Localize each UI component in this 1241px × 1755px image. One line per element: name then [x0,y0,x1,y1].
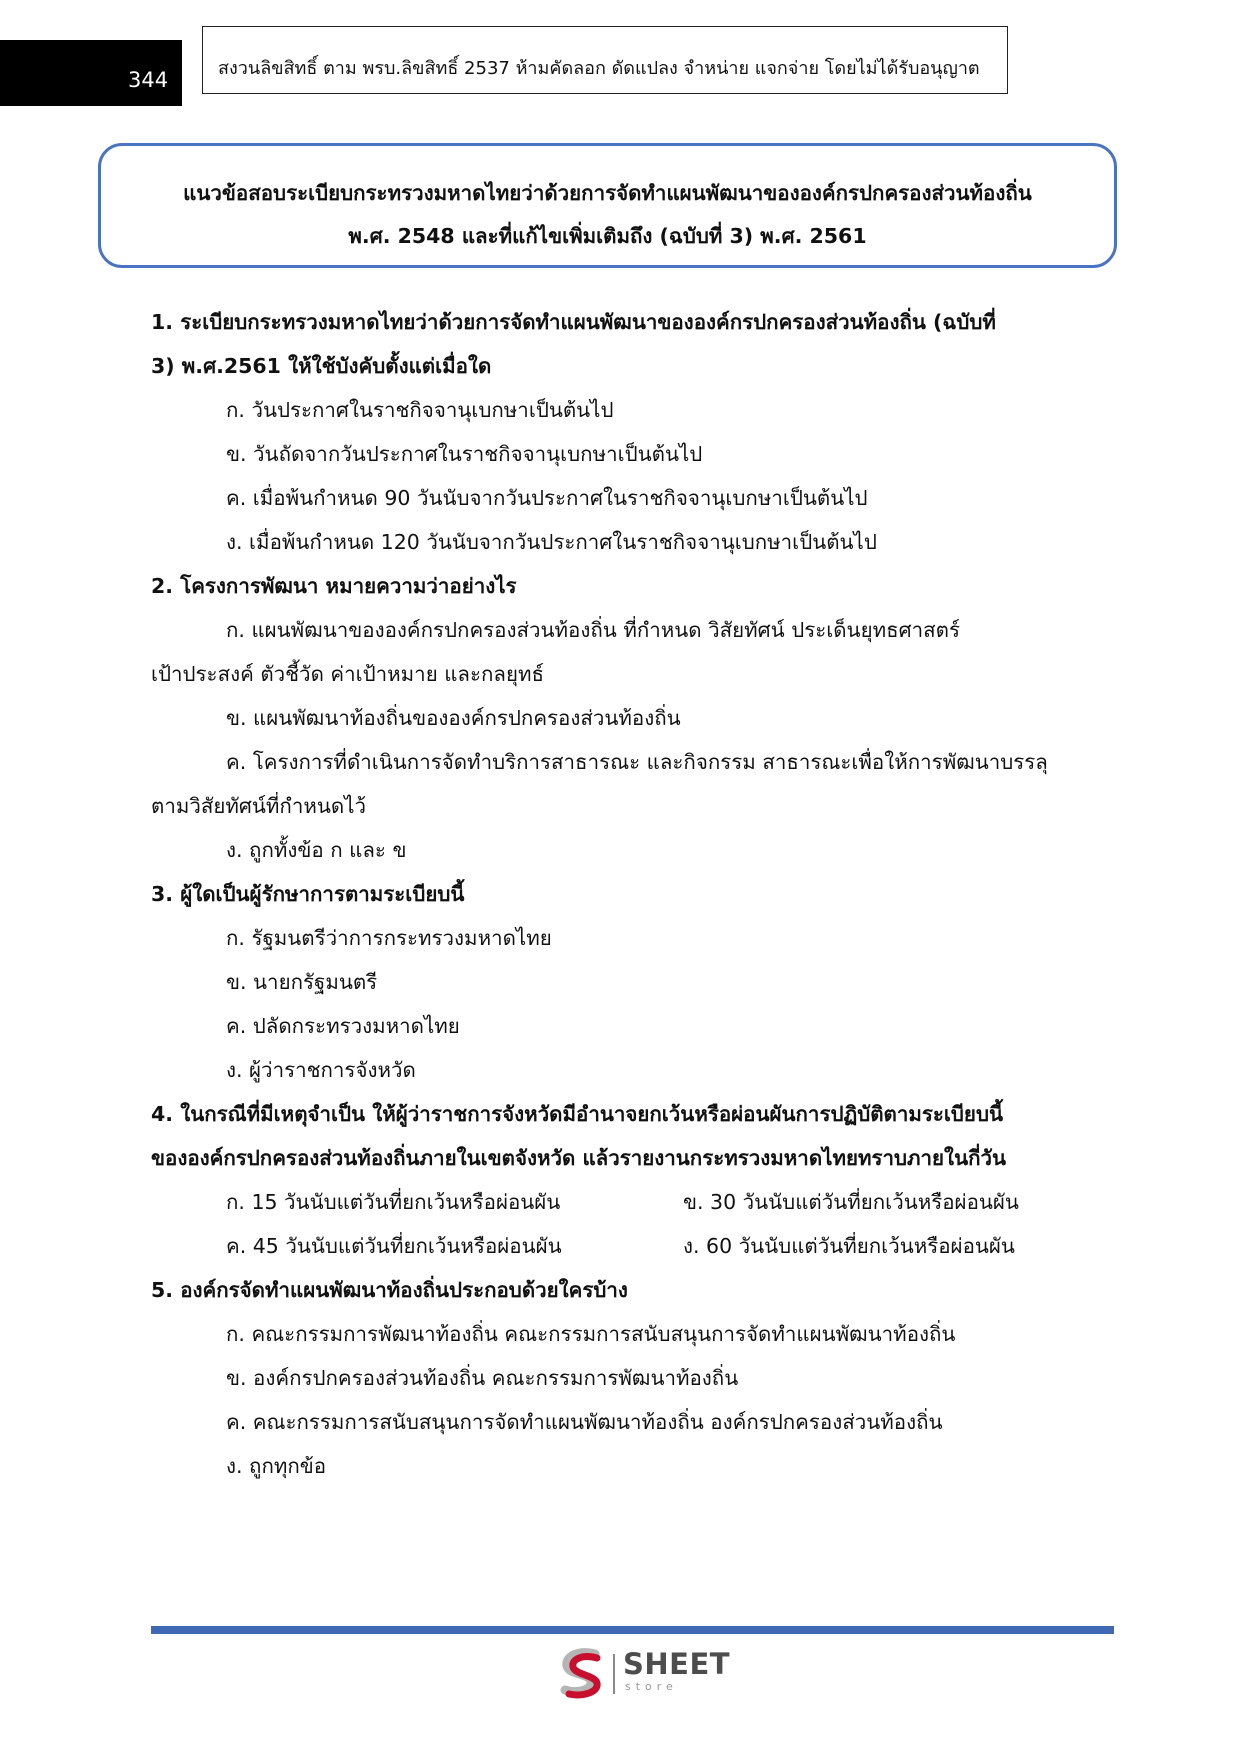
logo-separator [613,1654,615,1694]
question-2-option-c: ค. โครงการที่ดำเนินการจัดทำบริการสาธารณะ และกิจกรรม สาธารณะเพื่อให้การพัฒนาบรรลุ [226,750,1048,774]
page-number-box [0,40,182,106]
question-4-options-row-1 [151,1180,1071,1224]
copyright-notice: สงวนลิขสิทธิ์ ตาม พรบ.ลิขสิทธิ์ 2537 ห้ามคัดลอก ดัดแปลง จำหน่าย แจกจ่าย โดยไม่ได้รับอนุญาต [218,58,980,79]
question-3-text: 3. ผู้ใดเป็นผู้รักษาการตามระเบียบนี้ [151,882,465,906]
question-3-option-d: ง. ผู้ว่าราชการจังหวัด [226,1058,416,1082]
question-5-option-b: ข. องค์กรปกครองส่วนท้องถิ่น คณะกรรมการพัฒนาท้องถิ่น [226,1366,739,1390]
copyright-notice-box [202,26,1008,94]
question-4-option-b: ข. 30 วันนับแต่วันที่ยกเว้นหรือผ่อนผัน [683,1190,1019,1214]
question-2-option-a-cont: เป้าประสงค์ ตัวชี้วัด ค่าเป้าหมาย และกลยุทธ์ [151,662,545,686]
question-4-option-d: ง. 60 วันนับแต่วันที่ยกเว้นหรือผ่อนผัน [683,1234,1015,1258]
sheet-store-logo [557,1647,731,1700]
page-title-line-2: พ.ศ. 2548 และที่แก้ไขเพิ่มเติมถึง (ฉบับที่ 3) พ.ศ. 2561 [348,224,867,248]
question-3-option-c: ค. ปลัดกระทรวงมหาดไทย [226,1014,460,1038]
question-2-option-b: ข. แผนพัฒนาท้องถิ่นขององค์กรปกครองส่วนท้องถิ่น [226,706,681,730]
question-4-options-row-2 [151,1224,1071,1268]
logo-subtext: store [625,1680,678,1693]
question-1-option-d: ง. เมื่อพ้นกำหนด 120 วันนับจากวันประกาศในราชกิจจานุเบกษาเป็นต้นไป [226,530,877,554]
page-number: 344 [128,68,169,92]
question-5-option-c: ค. คณะกรรมการสนับสนุนการจัดทำแผนพัฒนาท้องถิ่น องค์กรปกครองส่วนท้องถิ่น [226,1410,943,1434]
question-2-option-c-cont: ตามวิสัยทัศน์ที่กำหนดไว้ [151,794,367,818]
question-1-option-b: ข. วันถัดจากวันประกาศในราชกิจจานุเบกษาเป็นต้นไป [226,442,703,466]
question-4-text: 4. ในกรณีที่มีเหตุจำเป็น ให้ผู้ว่าราชการจังหวัดมีอำนาจยกเว้นหรือผ่อนผันการปฏิบัติตามระเบียบนี้ [151,1102,1003,1126]
question-1-option-c: ค. เมื่อพ้นกำหนด 90 วันนับจากวันประกาศในราชกิจจานุเบกษาเป็นต้นไป [226,486,868,510]
question-1-option-a: ก. วันประกาศในราชกิจจานุเบกษาเป็นต้นไป [226,398,614,422]
question-2-text: 2. โครงการพัฒนา หมายความว่าอย่างไร [151,574,517,598]
question-5-text: 5. องค์กรจัดทำแผนพัฒนาท้องถิ่นประกอบด้วยใครบ้าง [151,1278,628,1302]
logo-wordmark: SHEET [623,1647,731,1681]
question-5-option-d: ง. ถูกทุกข้อ [226,1454,327,1478]
sheet-s-logo-icon [557,1648,607,1700]
question-5-option-a: ก. คณะกรรมการพัฒนาท้องถิ่น คณะกรรมการสนับสนุนการจัดทำแผนพัฒนาท้องถิ่น [226,1322,956,1346]
question-2-option-a: ก. แผนพัฒนาขององค์กรปกครองส่วนท้องถิ่น ที่กำหนด วิสัยทัศน์ ประเด็นยุทธศาสตร์ [226,618,960,642]
question-1-text: 1. ระเบียบกระทรวงมหาดไทยว่าด้วยการจัดทำแผนพัฒนาขององค์กรปกครองส่วนท้องถิ่น (ฉบับที่ [151,310,996,334]
footer-divider [151,1626,1114,1634]
question-1-text-cont: 3) พ.ศ.2561 ให้ใช้บังคับตั้งแต่เมื่อใด [151,354,492,378]
question-3-option-a: ก. รัฐมนตรีว่าการกระทรวงมหาดไทย [226,926,552,950]
question-4-text-cont: ขององค์กรปกครองส่วนท้องถิ่นภายในเขตจังหวัด แล้วรายงานกระทรวงมหาดไทยทราบภายในกี่วัน [151,1146,1007,1170]
question-4-option-c: ค. 45 วันนับแต่วันที่ยกเว้นหรือผ่อนผัน [226,1234,562,1258]
question-4-option-a: ก. 15 วันนับแต่วันที่ยกเว้นหรือผ่อนผัน [226,1190,561,1214]
question-list [151,300,1071,1488]
question-3-option-b: ข. นายกรัฐมนตรี [226,970,378,994]
page-title-box [98,143,1117,268]
question-2-option-d: ง. ถูกทั้งข้อ ก และ ข [226,838,407,862]
page-title-line-1: แนวข้อสอบระเบียบกระทรวงมหาดไทยว่าด้วยการจัดทำแผนพัฒนาขององค์กรปกครองส่วนท้องถิ่น [183,181,1032,205]
